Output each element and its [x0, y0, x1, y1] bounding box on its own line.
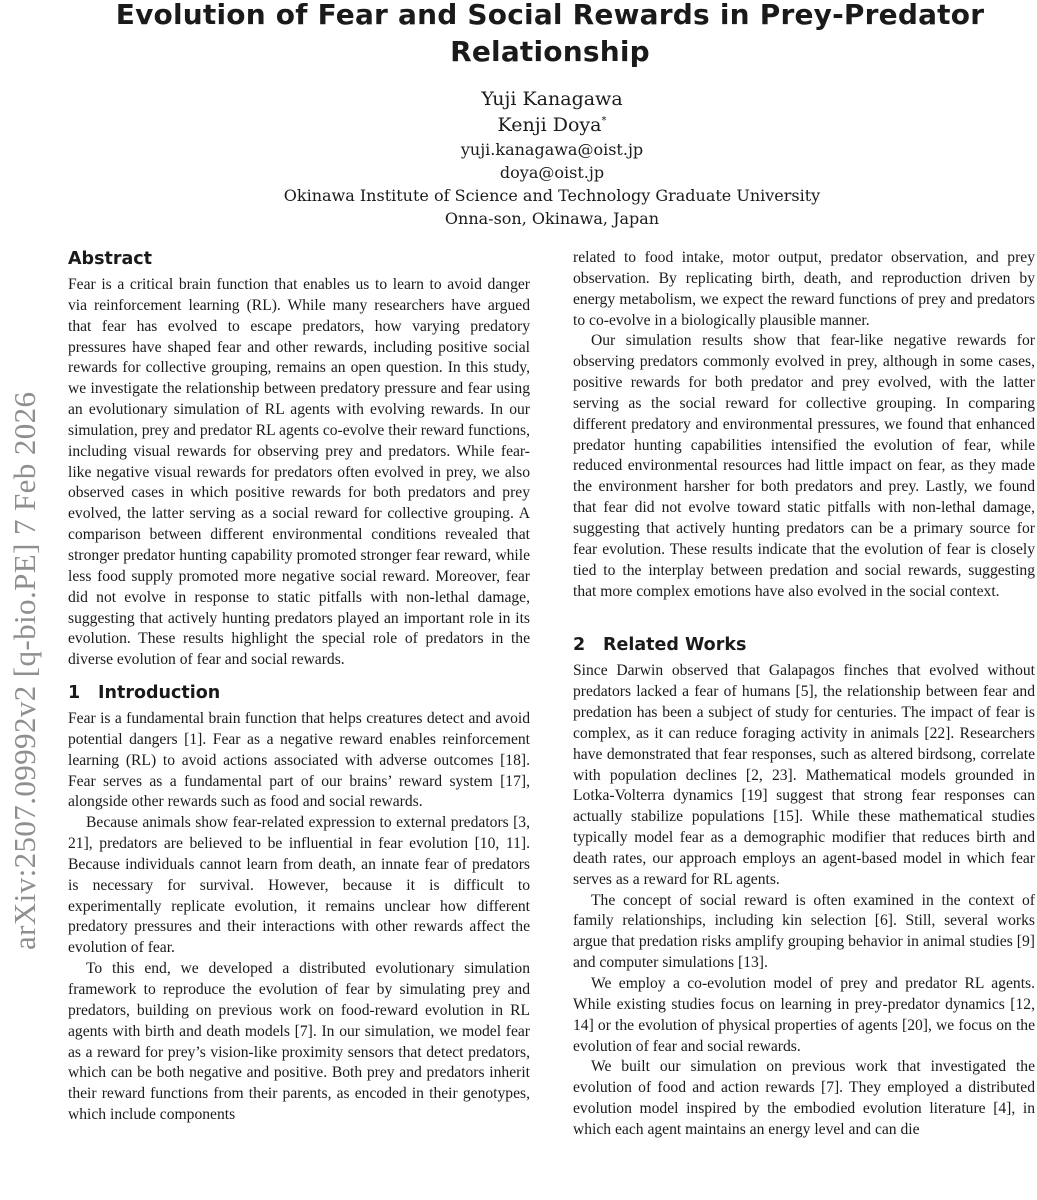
paragraph: The concept of social reward is often examined in the context of family relationships, including kin selection [6]. Still, several works argue that predation risks amplify grouping behavior in animal studies [9] and computer simulations [13].: [573, 891, 1035, 972]
section-title: Related Works: [603, 635, 747, 656]
section-number: 1: [68, 683, 81, 704]
author-email[interactable]: yuji.kanagawa@oist.jp: [460, 140, 644, 159]
paragraph: Because animals show fear-related expression to external predators [3, 21], predators are believed to be influential in fear evolution [10, 11]. Because individuals cannot learn from death, an innate fear of predators is necessary for survival. However, because it is difficult to experimentally replicate evolution, it remains unclear how different predatory pressures and their interactions with other rewards affect the evolution of fear.: [68, 814, 530, 957]
section-number: 2: [573, 635, 586, 656]
paragraph: We employ a co-evolution model of prey and predator RL agents. While existing studies focus on learning in prey-predator dynamics [12, 14] or the evolution of physical properties of agents [20], we focus on the evolution of fear and social rewards.: [573, 975, 1035, 1055]
section-title: Introduction: [98, 683, 221, 704]
author-name: Yuji Kanagawa: [481, 88, 623, 110]
corresponding-mark: *: [601, 115, 607, 127]
paragraph: To this end, we developed a distributed evolutionary simulation framework to reproduce the evolution of fear by simulating prey and predators, building on previous work on food-reward evolution in RL agents with birth and death models [7]. In our simulation, we model fear as a reward for prey’s vision-like proximity sensors that detect predators, which can be both negative and positive. Both prey and predators inherit their reward functions from their parents, as encoded in their genotypes, which include components: [68, 960, 530, 1124]
paragraph-continued: related to food intake, motor output, predator observation, and prey observation. By replicating birth, death, and reproduction driven by energy metabolism, we expect the reward functions of prey and predators to co-evolve in a biologically plausible manner.: [573, 249, 1035, 329]
abstract-heading: Abstract: [68, 249, 153, 269]
paragraph: We built our simulation on previous work that investigated the evolution of food and action rewards [7]. They employed a distributed evolution model inspired by the embodied evolution literature [4], in which each agent maintains an energy level and can die: [573, 1058, 1035, 1138]
abstract-text: Fear is a critical brain function that enables us to learn to avoid danger via reinforcement learning (RL). While many researchers have argued that fear has evolved to escape predators, how varying predatory pressures have shaped fear and other rewards, including positive social rewards for collective grouping, remains an open question. In this study, we investigate the relationship between predatory pressure and fear using an evolutionary simulation of RL agents with evolving rewards. In our simulation, prey and predator RL agents co-evolve their reward functions, including visual rewards for observing prey and predators. While fear-like negative visual rewards for predators often evolved in prey, we also observed cases in which positive rewards for both predators and prey evolved, the latter serving as a social reward for collective grouping. A comparison between different environmental conditions revealed that stronger predator hunting capability promoted stronger fear reward, while less food supply promoted more negative social reward. Moreover, fear did not evolve in response to static pitfalls with non-lethal damage, suggesting that actively hunting predators played an important role in its evolution. These results highlight the special role of predators in the diverse evolution of fear and social rewards.: [68, 276, 530, 669]
right-column: [573, 248, 1035, 1141]
arxiv-watermark: arXiv:2507.09992v2 [q-bio.PE] 7 Feb 2026: [7, 391, 42, 950]
paragraph: Fear is a fundamental brain function that helps creatures detect and avoid potential dangers [1]. Fear as a negative reward enables reinforcement learning (RL) to avoid actions associated with adverse outcomes [18]. Fear serves as a fundamental part of our brains’ reward system [17], alongside other rewards such as food and social rewards.: [68, 710, 530, 811]
author-name-corresponding: Kenji Doya*: [497, 114, 607, 136]
paper-title: Evolution of Fear and Social Rewards in Prey-Predator Relationship: [115, 0, 985, 68]
affiliation: Okinawa Institute of Science and Technology Graduate University: [283, 186, 821, 205]
location: Onna-son, Okinawa, Japan: [444, 209, 660, 228]
paragraph: Since Darwin observed that Galapagos finches that evolved without predators lacked a fear of humans [5], the relationship between fear and predation has been a subject of study for centuries. The impact of fear is complex, as it can reduce foraging activity in animals [22]. Researchers have demonstrated that fear responses, such as altered birdsong, correlate with population declines [2, 23]. Mathematical models grounded in Lotka-Volterra dynamics [19] suggest that strong fear responses can actually stabilize populations [15]. While these mathematical studies typically model fear as a demographic modifier that reduces birth and death rates, our approach employs an agent-based model in which fear serves as a reward for RL agents.: [573, 662, 1035, 888]
author-block: [60, 86, 1037, 230]
author-email[interactable]: doya@oist.jp: [499, 163, 605, 182]
left-column: [68, 246, 530, 1126]
section-heading-introduction: [68, 680, 530, 706]
paragraph: Our simulation results show that fear-like negative rewards for observing predators commonly evolved in prey, although in some cases, positive rewards for both predator and prey evolved, with the latter serving as the social reward for collective grouping. In comparing different predatory and environmental pressures, we found that enhanced predator hunting capabilities intensified the evolution of fear, while reduced environmental resources had little impact on fear, as they made the environment harsher for both predators and prey. Lastly, we found that fear did not evolve toward static pitfalls with non-lethal damage, suggesting that actively hunting predators can be a primary source for fear evolution. These results indicate that the evolution of fear is closely tied to the interplay between predation and social rewards, suggesting that more complex emotions have also evolved in the social context.: [573, 332, 1035, 600]
section-heading-related-works: [573, 632, 1035, 658]
